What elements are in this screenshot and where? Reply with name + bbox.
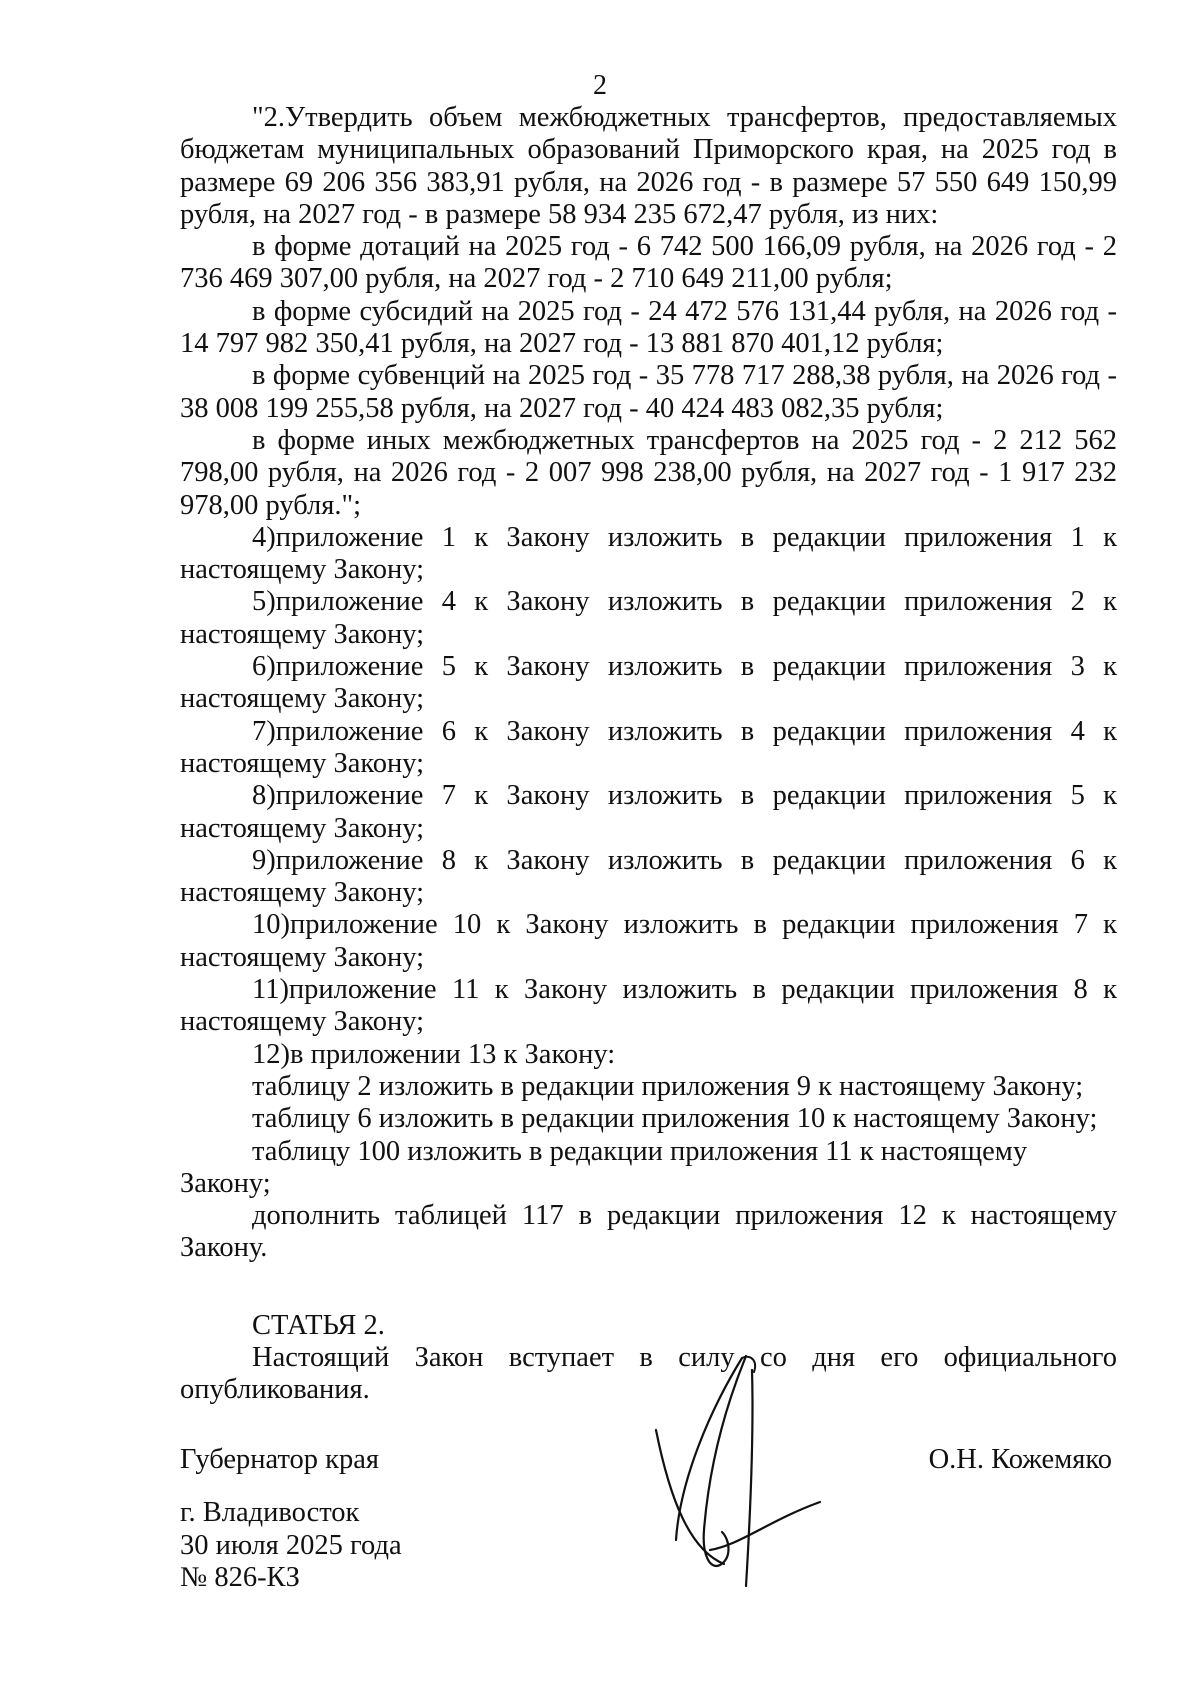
paragraph-transfers-total: "2.Утвердить объем межбюджетных трансфертов, предоставляемых бюджетам муниципальных образований Приморского края, на 2025 год в размере 69 206 356 383,91 рубля, на 2026 год - в размере 57 550 649 150,99 рубля, на 2027 год - в размере 58 934 235 672,47 рубля, из них: [180,102,1117,230]
article-heading: СТАТЬЯ 2. [252,1310,385,1341]
article-text [180,1342,1117,1407]
item-9: 9)приложение 8 к Закону изложить в редакции приложения 6 к настоящему Закону; [180,844,1117,909]
item-4: 4)приложение 1 к Закону изложить в редакции приложения 1 к настоящему Закону; [180,521,1117,586]
place-date-number [180,1497,402,1595]
item-5: 5)приложение 4 к Закону изложить в редакции приложения 2 к настоящему Закону; [180,586,1117,650]
city: г. Владивосток [180,1497,360,1528]
handwritten-signature [650,1350,850,1595]
date: 30 июля 2025 года [180,1529,402,1561]
paragraph-subsidies-dotations: в форме дотаций на 2025 год - 6 742 500 166,09 рубля, на 2026 год - 2 736 469 307,00 рубля, на 2027 год - 2 710 649 211,00 рубля; [180,231,1117,295]
table-2-line: таблицу 2 изложить в редакции приложения 9 к настоящему Закону; [252,1070,1084,1102]
page-number: 2 [593,70,607,101]
paragraph-other-transfers: в форме иных межбюджетных трансфертов на 2025 год - 2 212 562 798,00 рубля, на 2026 год - 2 007 998 238,00 рубля, на 2027 год - 1 917 232 978,00 рубля."; [180,424,1117,521]
item-12: 12)в приложении 13 к Закону: [252,1038,616,1070]
paragraph-subventions: в форме субвенций на 2025 год - 35 778 717 288,38 рубля, на 2026 год - 38 008 199 255,58 рубля, на 2027 год - 40 424 483 082,35 рубля; [180,360,1117,424]
table-6-line: таблицу 6 изложить в редакции приложения 10 к настоящему Закону; [252,1103,1098,1135]
item-6: 6)приложение 5 к Закону изложить в редакции приложения 3 к настоящему Закону; [180,651,1117,715]
law-number: № 826-КЗ [180,1562,300,1593]
paragraph-subsidies: в форме субсидий на 2025 год - 24 472 576 131,44 рубля, на 2026 год - 14 797 982 350,41 рубля, на 2027 год - 13 881 870 401,12 рубля; [180,295,1117,360]
item-8: 8)приложение 7 к Закону изложить в редакции приложения 5 к настоящему Закону; [180,780,1117,844]
table-100-line: таблицу 100 изложить в редакции приложения 11 к настоящему Закону; [180,1135,1028,1199]
table-117-line: дополнить таблицей 117 в редакции приложения 12 к настоящему Закону. [180,1200,1117,1264]
signature-drawing [650,1350,850,1590]
item-10: 10)приложение 10 к Закону изложить в редакции приложения 7 к настоящему Закону; [180,909,1117,973]
governor-title: Губернатор края [180,1444,380,1475]
law-body [180,102,1117,1265]
article-paragraph: Настоящий Закон вступает в силу со дня его официального опубликования. [180,1342,1117,1406]
governor-name: О.Н. Кожемяко [928,1444,1112,1475]
item-11: 11)приложение 11 к Закону изложить в редакции приложения 8 к настоящему Закону; [180,974,1117,1038]
item-7: 7)приложение 6 к Закону изложить в редакции приложения 4 к настоящему Закону; [180,715,1117,779]
